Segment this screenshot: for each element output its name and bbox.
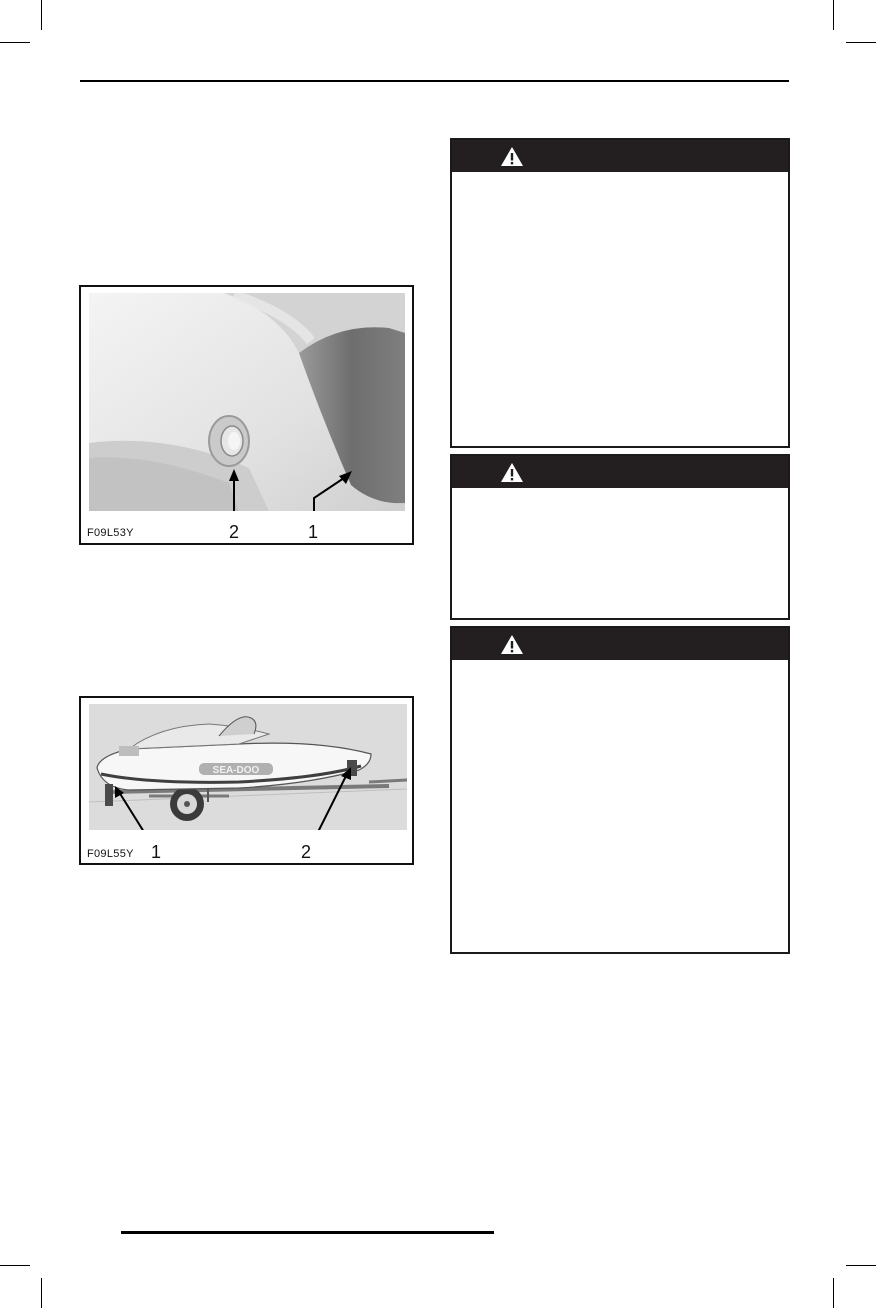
callout-number: 1 [308, 522, 319, 542]
hull-logo-text: SEA-DOO [212, 765, 260, 776]
footer-rule [121, 1231, 494, 1234]
crop-mark [0, 1265, 30, 1266]
crop-mark [833, 1278, 834, 1308]
crop-mark [846, 1265, 876, 1266]
callout-number: 1 [151, 842, 162, 862]
warning-triangle-icon [500, 462, 524, 483]
warning-header [452, 456, 788, 488]
warning-header [452, 628, 788, 660]
figure-id-label: F09L53Y [87, 527, 134, 539]
warning-header [452, 140, 788, 172]
crop-mark [846, 42, 876, 43]
header-rule [80, 80, 789, 82]
crop-mark [41, 1278, 42, 1308]
warning-triangle-icon [500, 634, 524, 655]
figure-boat-trailer [79, 696, 414, 865]
figure-drain-plug [79, 285, 414, 545]
warning-triangle-icon [500, 146, 524, 167]
warning-box [450, 138, 790, 448]
drain-plug-illustration [89, 293, 405, 511]
callout-number: 2 [301, 842, 312, 862]
callout-number: 2 [229, 522, 240, 542]
crop-mark [833, 0, 834, 30]
crop-mark [41, 0, 42, 30]
figure-id-label: F09L55Y [87, 848, 134, 860]
crop-mark [0, 42, 30, 43]
boat-trailer-photo [89, 704, 407, 830]
warning-box [450, 454, 790, 620]
drain-plug-photo [89, 293, 405, 511]
warning-box [450, 626, 790, 954]
boat-trailer-illustration [89, 704, 407, 830]
